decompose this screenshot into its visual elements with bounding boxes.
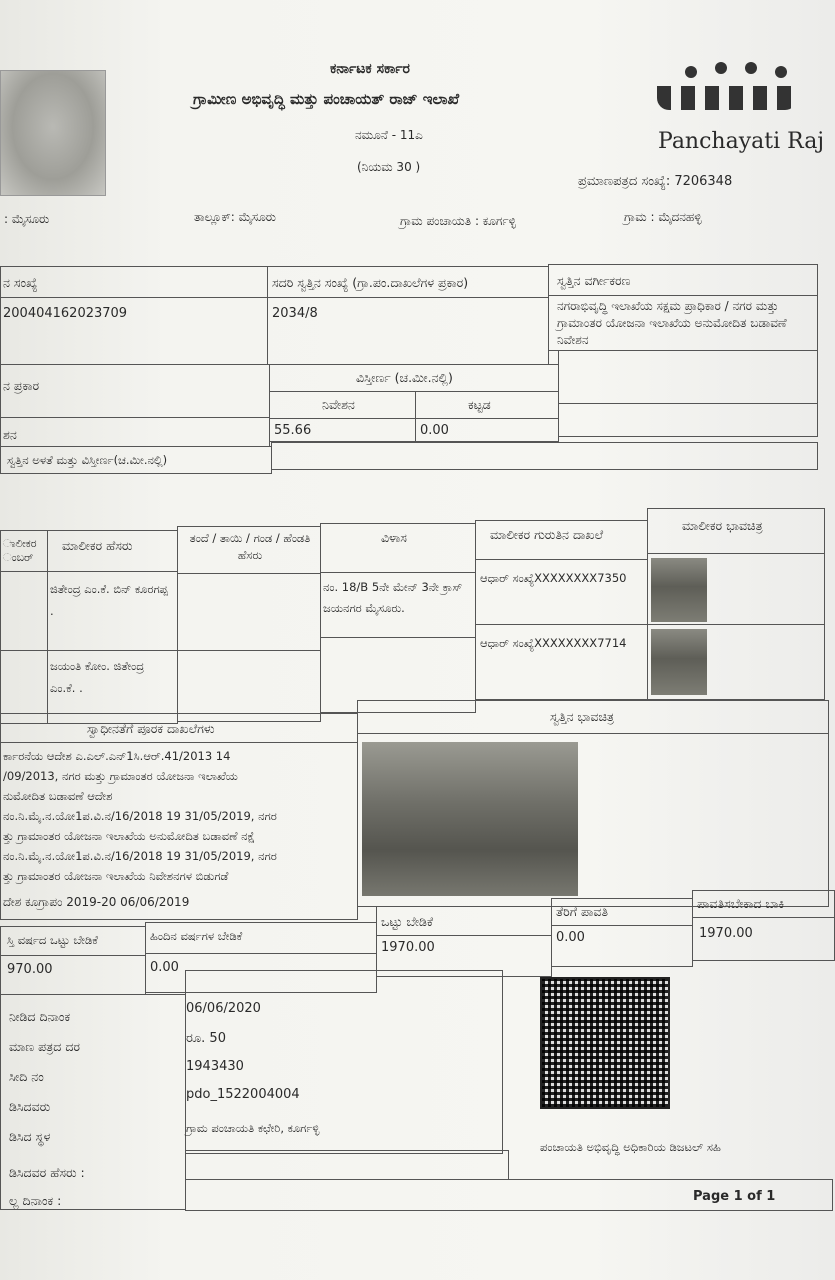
area-row-label: ಶನ — [3, 427, 17, 442]
classification-value: ನಗರಾಭಿವೃದ್ಧಿ ಇಲಾಖೆಯ ಸಕ್ಷಮ ಪ್ರಾಧಿಕಾರ / ನಗರ ಮತ್ತು ಗ್ರಾಮಾಂತರ ಯೋಜನಾ ಇಲಾಖೆಯ ಅನುಮೋದಿತ ಬಡಾವಣೆ ನಿವೇಶನ — [557, 299, 787, 347]
owner-1-name: ಜಿತೇಂದ್ರ ಎಂ.ಕೆ. ಬಿನ್ ಕೂರಗಪ್ಪ . — [50, 582, 168, 618]
doc-line-5: ತ್ತು ಗ್ರಾಮಾಂತರ ಯೋಜನಾ ಇಲಾಖೆಯ ಅನುಮೋದಿತ ಬಡಾವಣೆ ನಕ್ಷೆ — [3, 829, 255, 843]
issue-date-label: ನೀಡಿದ ದಿನಾಂಕ — [9, 1009, 71, 1024]
issued-by-label: ಡಿಸಿದವರು — [9, 1099, 51, 1114]
page-number: Page 1 of 1 — [693, 1189, 776, 1204]
property-photo-header: ಸ್ವತ್ತಿನ ಭಾವಚಿತ್ರ — [550, 709, 615, 724]
owner-2-relation — [177, 650, 321, 722]
owner-2-name: ಜಯಂತಿ ಕೋಂ. ಜಿತೇಂದ್ರ ಎಂ.ಕೆ. . — [50, 659, 145, 695]
doc-line-2: /09/2013, ನಗರ ಮತ್ತು ಗ್ರಾಮಾಂತರ ಯೋಜನಾ ಇಲಾಖೆಯ — [3, 769, 238, 783]
owner-row-1-no — [0, 571, 48, 651]
govt-title: ಕರ್ನಾಟಕ ಸರ್ಕಾರ — [330, 61, 410, 77]
issuer-name-label: ಡಿಸಿದವರ ಹೆಸರು : — [9, 1165, 85, 1180]
dimensions-label: ಸ್ವತ್ತಿನ ಅಳತೆ ಮತ್ತು ವಿಸ್ತೀರ್ಣ(ಚ.ಮೀ.ನಲ್ಲಿ) — [7, 453, 168, 467]
property-id-label: ನ ಸಂಖ್ಯೆ — [3, 275, 38, 290]
balance-header: ಪಾವತಿಸಬೇಕಾದ ಬಾಕಿ — [697, 896, 785, 911]
doc-line-7: ತ್ತು ಗ್ರಾಮಾಂತರ ಯೋಜನಾ ಇಲಾಖೆಯ ನಿವೇಶನಗಳ ಬಿಡುಗಡೆ — [3, 869, 229, 883]
receipt-no-value: 1943430 — [186, 1059, 244, 1074]
id-doc-header: ಮಾಲೀಕರ ಗುರುತಿನ ದಾಖಲೆ — [490, 527, 604, 542]
issue-date-value: 06/06/2020 — [186, 1001, 261, 1016]
previous-demand-header: ಹಿಂದಿನ ವರ್ಷಗಳ ಬೇಡಿಕೆ — [150, 929, 243, 943]
doc-line-4: ನಂ.ನಿ.ಮೈ.ನ.ಯೋ1ಪ.ವಿ.ನ/16/2018 19 31/05/2019, ನಗರ — [3, 809, 277, 823]
classification-label: ಸ್ವತ್ತಿನ ವರ್ಗೀಕರಣ — [557, 273, 631, 288]
panchayati-raj-logo — [655, 58, 805, 128]
total-demand-value: 1970.00 — [381, 940, 435, 955]
owner-no-header: ಾಲೀಕರ ಂಬರ್ — [3, 537, 37, 564]
doc-line-6: ನಂ.ನಿ.ಮೈ.ನ.ಯೋ1ಪ.ವಿ.ನ/16/2018 19 31/05/2019, ನಗರ — [3, 849, 277, 863]
site-area-value: 55.66 — [274, 423, 312, 438]
fee-label: ಮಾಣ ಪತ್ರದ ದರ — [9, 1039, 81, 1054]
owner-1-id: ಆಧಾರ್ ಸಂಖ್ಯೆXXXXXXXX7350 — [480, 571, 627, 585]
sign-date-label: ಲ್ಲ ದಿನಾಂಕ : — [9, 1193, 62, 1208]
doc-line-1: ರ್ಕಾರನೆಯ ಆದೇಶ ಎ.ಎಲ್.ಎನ್1ಸಿ.ಆರ್.41/2013 14 — [3, 749, 231, 763]
address-header: ವಿಳಾಸ — [381, 530, 407, 545]
taluk: ತಾಲ್ಲೂಕ್: ಮೈಸೂರು — [194, 210, 276, 224]
fee-value: ರೂ. 50 — [186, 1031, 226, 1046]
issue-place-label: ಡಿಸಿದ ಸ್ಥಳ — [9, 1129, 51, 1144]
form-number: ನಮೂನೆ - 11ಎ — [355, 128, 423, 142]
doc-line-3: ನುಮೋದಿತ ಬಡಾವಣೆ ಆದೇಶ — [3, 789, 113, 803]
property-photo — [362, 742, 578, 896]
area-label: ವಿಸ್ತೀರ್ಣ (ಚ.ಮೀ.ನಲ್ಲಿ) — [356, 370, 453, 385]
relation-header: ತಂದೆ / ತಾಯಿ / ಗಂಡ / ಹೆಂಡತಿ ಹೆಸರು — [189, 531, 311, 562]
building-area-value: 0.00 — [420, 423, 449, 438]
property-type-label: ನ ಪ್ರಕಾರ — [3, 378, 40, 393]
owner-1-relation — [177, 573, 321, 651]
owner-2-id: ಆಧಾರ್ ಸಂಖ್ಯೆXXXXXXXX7714 — [480, 636, 627, 650]
current-demand-value: 970.00 — [7, 962, 53, 977]
state-emblem — [0, 70, 106, 196]
issuer-name-value — [185, 1150, 509, 1180]
owner-1-photo — [651, 558, 707, 622]
doc-line-8: ದೇಶ ಕೂಗ್ರಾಪಂ 2019-20 06/06/2019 — [3, 895, 190, 909]
balance-value: 1970.00 — [699, 926, 753, 941]
certificate-number: ಪ್ರಮಾಣಪತ್ರದ ಸಂಖ್ಯೆ: 7206348 — [578, 174, 733, 189]
issued-by-value: pdo_1522004004 — [186, 1087, 300, 1102]
village: ಗ್ರಾಮ : ಮೈದನಹಳ್ಳಿ — [624, 210, 702, 224]
logo-text: Panchayati Raj — [658, 129, 825, 154]
building-label: ಕಟ್ಟಡ — [468, 397, 491, 412]
rule-number: (ನಿಯಮ 30 ) — [357, 160, 421, 174]
gram-panchayat: ಗ್ರಾಮ ಪಂಚಾಯತಿ : ಕೂರ್ಗಳ್ಳಿ — [400, 214, 516, 228]
tax-paid-value: 0.00 — [556, 930, 585, 945]
property-id-value: 200404162023709 — [3, 306, 128, 321]
receipt-no-label: ಸೀದಿ ನಂ — [9, 1069, 44, 1084]
digital-signature-label: ಪಂಚಾಯತಿ ಅಭಿವೃದ್ಧಿ ಅಧಿಕಾರಿಯ ಡಿಜಟಲ್ ಸಹಿ — [540, 1140, 721, 1154]
owner-1-address: ನಂ. 18/B 5ನೇ ಮೇನ್ 3ನೇ ಕ್ರಾಸ್ ಜಯನಗರ ಮೈಸೂರು. — [323, 580, 463, 615]
owner-name-header: ಮಾಲೀಕರ ಹೆಸರು — [62, 538, 133, 553]
current-demand-header: ಸ್ತಿ ವರ್ಷದ ಒಟ್ಟು ಬೇಡಿಕೆ — [7, 933, 98, 947]
owner-photo-header: ಮಾಲೀಕರ ಭಾವಚಿತ್ರ — [682, 518, 763, 533]
total-demand-header: ಒಟ್ಟು ಬೇಡಿಕೆ — [381, 914, 434, 929]
district: : ಮೈಸೂರು — [4, 212, 50, 226]
owner-2-photo — [651, 629, 707, 695]
tax-paid-header: ತೆರಿಗೆ ಪಾವತಿ — [556, 904, 609, 919]
previous-demand-value: 0.00 — [150, 960, 179, 975]
site-label: ನಿವೇಶನ — [322, 397, 355, 412]
docs-header: ಸ್ವಾಧೀನತೆಗೆ ಪೂರಕ ದಾಖಲೆಗಳು — [87, 721, 215, 736]
issue-place-value: ಗ್ರಾಮ ಪಂಚಾಯತಿ ಕಛೇರಿ, ಕೂರ್ಗಳ್ಳಿ — [186, 1121, 320, 1135]
dept-title: ಗ್ರಾಮೀಣ ಅಭಿವೃದ್ಧಿ ಮತ್ತು ಪಂಚಾಯತ್ ರಾಜ್ ಇಲಾಖೆ — [193, 90, 460, 108]
sadara-value: 2034/8 — [272, 306, 318, 321]
sadara-label: ಸದರಿ ಸ್ವತ್ತಿನ ಸಂಖ್ಯೆ (ಗ್ರಾ.ಪಂ.ದಾಖಲೆಗಳ ಪ್ರಕಾರ) — [272, 275, 469, 290]
qr-code — [540, 977, 670, 1109]
